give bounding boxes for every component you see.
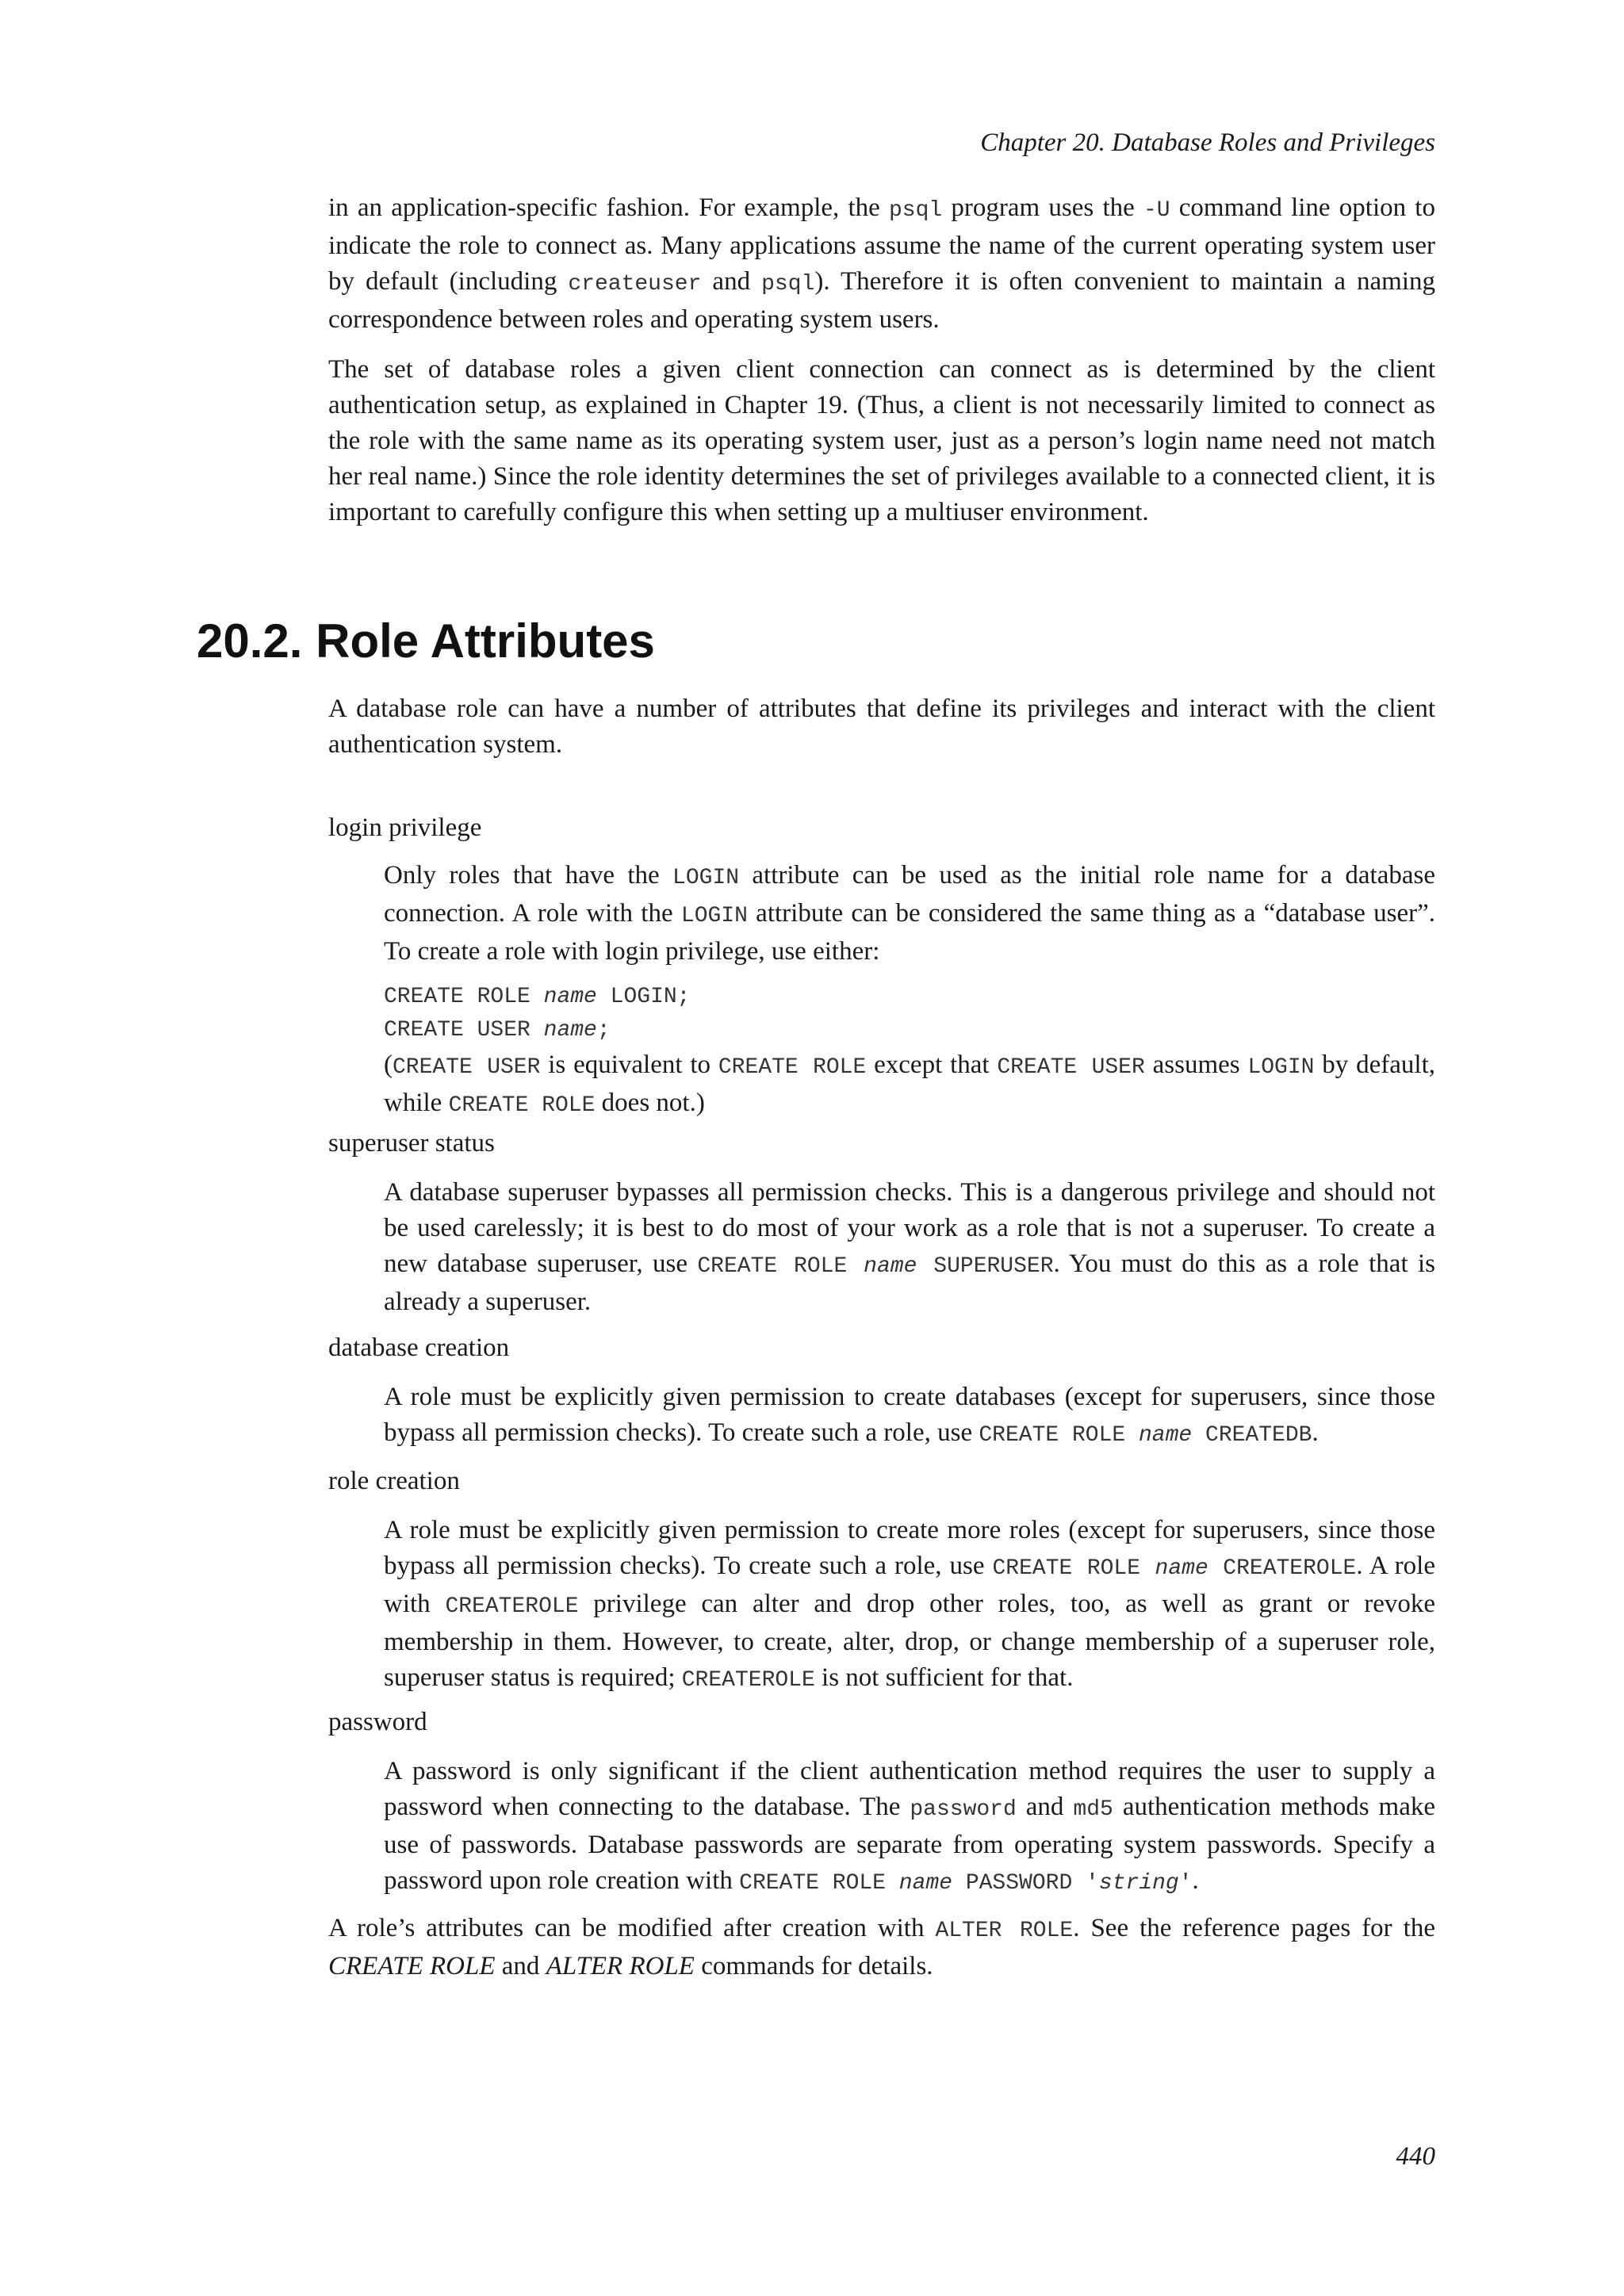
definition-database-creation	[384, 1380, 1435, 1453]
paragraph-connect-role: in an application-specific fashion. For example, the psql program uses the -U command line option to indicate the role to connect as. Many applications assume the name of the current operating system user by default (including createuser and psql). Therefore it is often convenient to maintain a naming correspondence between roles and operating system users.	[328, 193, 1435, 334]
code-line: CREATE ROLE name LOGIN;	[384, 985, 691, 1009]
paragraph-password: A password is only significant if the client authentication method requires the user to supply a password when connecting to the database. The password and md5 authentication methods make use of passwords. Database passwords are separate from operating system passwords. Specify a password upon role creation with CREATE ROLE name PASSWORD 'string'.	[384, 1757, 1436, 1896]
term-role-creation: role creation	[328, 1467, 460, 1495]
paragraph-login: Only roles that have the LOGIN attribute can be used as the initial role name for a database connection. A role with the LOGIN attribute can be considered the same thing as a “database user”. To create a role with login privilege, use either:	[384, 861, 1435, 966]
code-u-option: -U	[1143, 198, 1170, 223]
link-alter-role[interactable]: ALTER ROLE	[546, 1952, 695, 1980]
definition-login-privilege	[384, 858, 1435, 1123]
intro-paragraphs	[328, 190, 1435, 530]
definition-role-creation	[384, 1513, 1435, 1698]
paragraph-create-user-note: (CREATE USER is equivalent to CREATE ROLE except that CREATE USER assumes LOGIN by default, while CREATE ROLE does not.)	[384, 1050, 1435, 1118]
term-superuser-status: superuser status	[328, 1129, 495, 1158]
paragraph-database-creation: A role must be explicitly given permission to create databases (except for superusers, since those bypass all permission checks). To create such a role, use CREATE ROLE name CREATEDB.	[384, 1383, 1435, 1448]
definition-superuser-status	[384, 1175, 1435, 1320]
code-psql: psql	[761, 272, 815, 297]
paragraph-role-creation: A role must be explicitly given permission to create more roles (except for superusers, since those bypass all permission checks). To create such a role, use CREATE ROLE name CREATEROLE. A role with CREATEROLE privilege can alter and drop other roles, too, as well as grant or revoke membership in them. However, to create, alter, drop, or change membership of a superuser role, superuser status is required; CREATEROLE is not sufficient for that.	[384, 1516, 1435, 1693]
code-psql: psql	[889, 198, 943, 223]
term-password: password	[328, 1708, 427, 1736]
section-intro	[328, 691, 1435, 763]
closing-paragraph-container	[328, 1911, 1435, 1984]
section-title: 20.2. Role Attributes	[197, 614, 655, 668]
link-create-role[interactable]: CREATE ROLE	[328, 1952, 496, 1980]
paragraph-superuser: A database superuser bypasses all permission checks. This is a dangerous privilege and should not be used carelessly; it is best to do most of your work as a role that is not a superuser. To create a new database superuser, use CREATE ROLE name SUPERUSER. You must do this as a role that is already a superuser.	[384, 1178, 1435, 1316]
definition-password	[384, 1754, 1435, 1901]
term-database-creation: database creation	[328, 1334, 510, 1362]
running-header: Chapter 20. Database Roles and Privileges	[980, 128, 1435, 157]
code-block-login	[384, 981, 1435, 1047]
page-number: 440	[1396, 2142, 1435, 2171]
code-line: CREATE USER name;	[384, 1018, 611, 1043]
paragraph-alter-role: A role’s attributes can be modified after creation with ALTER ROLE. See the reference pages for the CREATE ROLE and ALTER ROLE commands for details.	[328, 1914, 1435, 1980]
paragraph-role-attributes-intro: A database role can have a number of attributes that define its privileges and interact with the client authentication system.	[328, 695, 1435, 759]
code-createuser: createuser	[568, 272, 702, 297]
term-login-privilege: login privilege	[328, 813, 482, 842]
paragraph-client-authentication: The set of database roles a given client connection can connect as is determined by the client authentication setup, as explained in Chapter 19. (Thus, a client is not necessarily limited to connect as the role with the same name as its operating system user, just as a person’s login name need not match her real name.) Since the role identity determines the set of privileges available to a connected client, it is important to carefully configure this when setting up a multiuser environment.	[328, 355, 1435, 526]
